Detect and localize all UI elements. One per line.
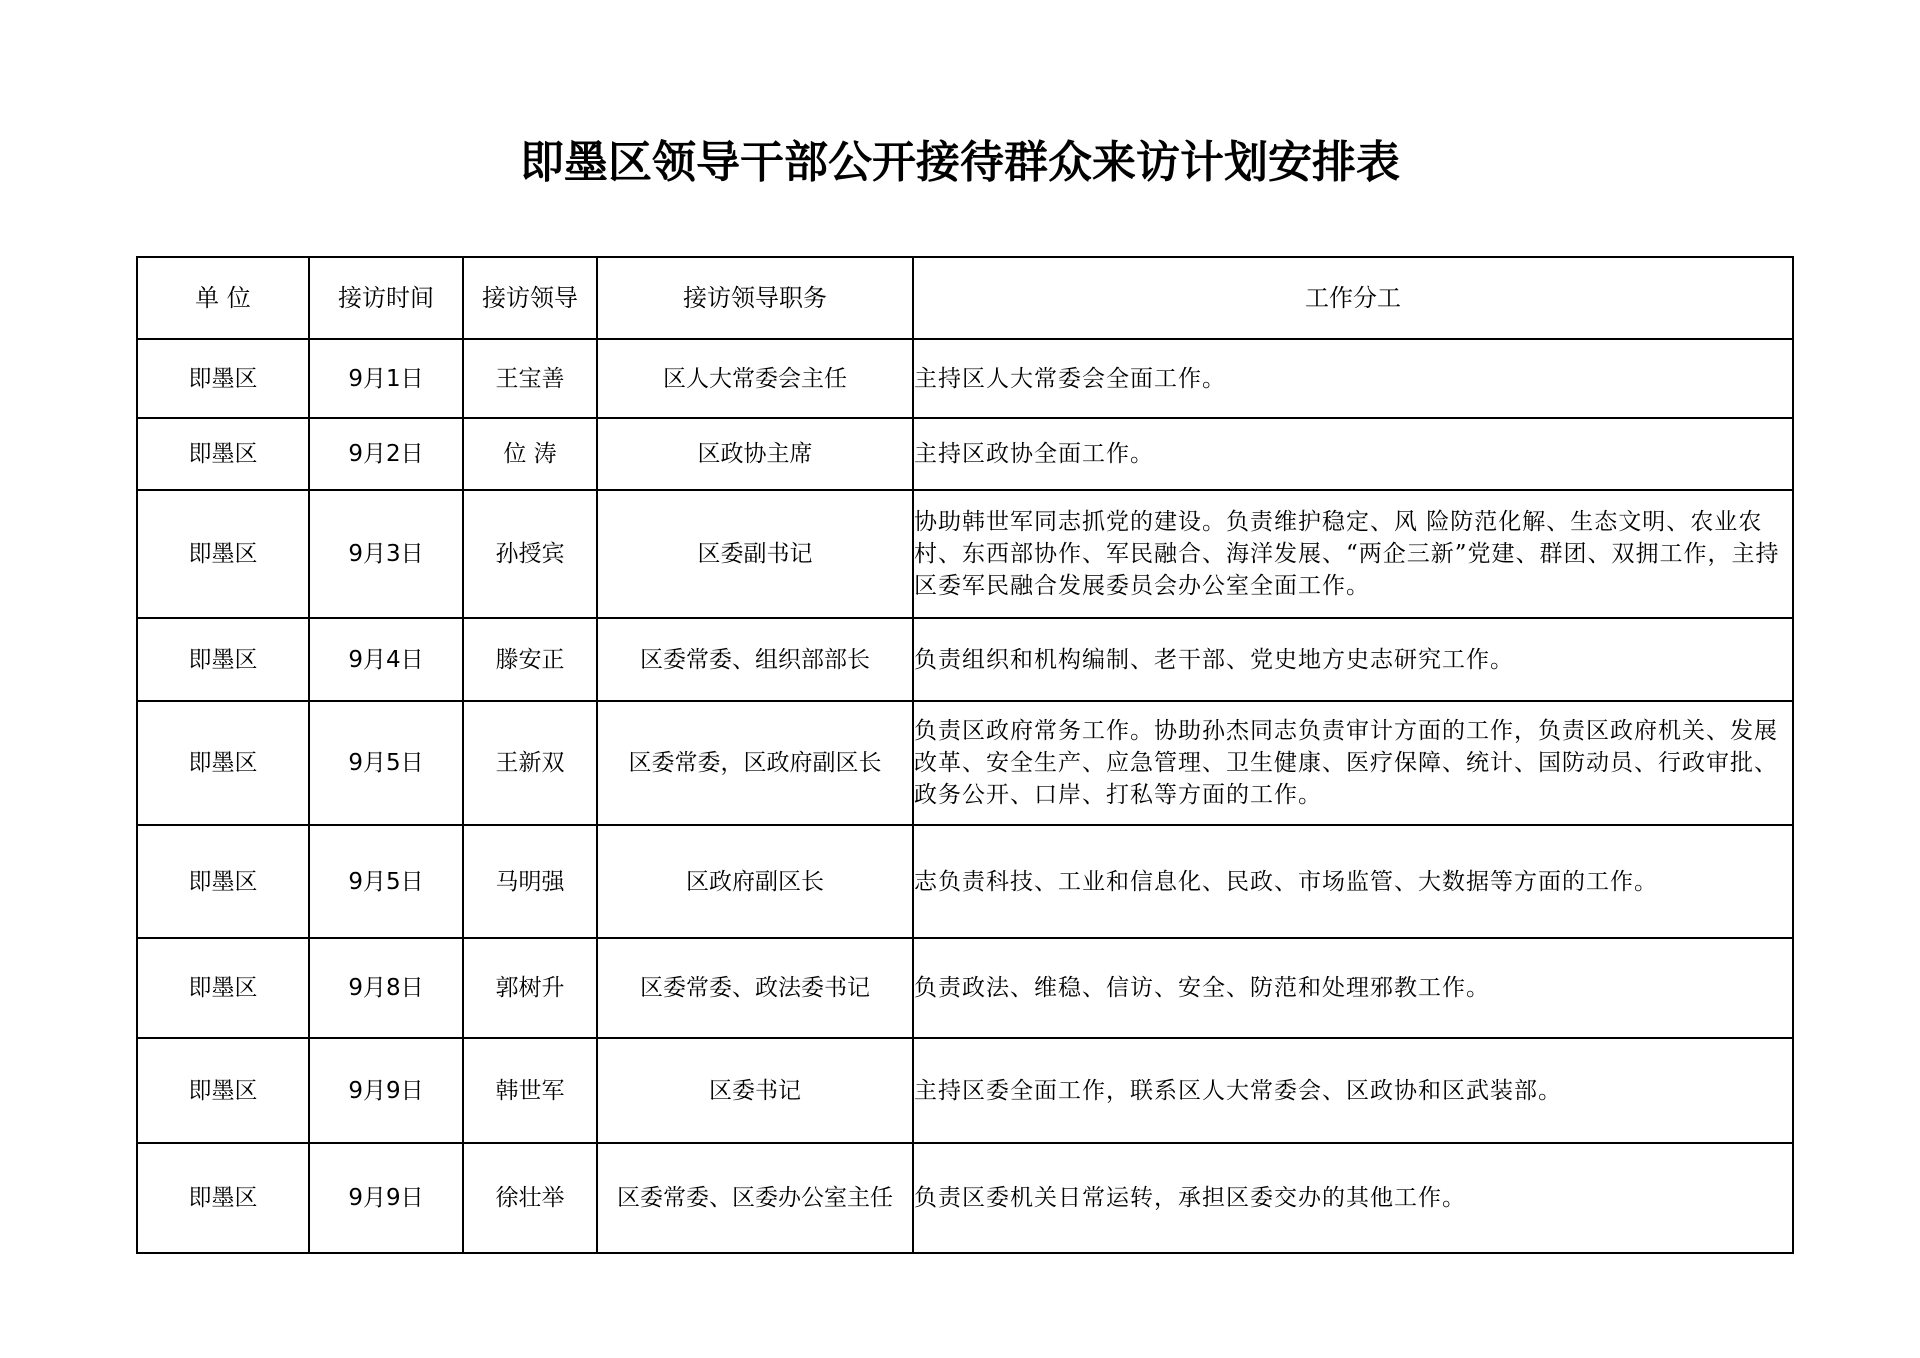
cell-date: 9月4日 [309, 618, 463, 701]
table-row [137, 825, 1793, 938]
header-position: 接访领导职务 [597, 257, 913, 339]
header-date: 接访时间 [309, 257, 463, 339]
cell-leader: 郭树升 [463, 938, 597, 1038]
table-row [137, 418, 1793, 490]
table-header-row [137, 257, 1793, 339]
cell-unit: 即墨区 [137, 618, 309, 701]
cell-leader: 徐壮举 [463, 1143, 597, 1253]
table-row [137, 1038, 1793, 1143]
cell-position: 区政府副区长 [597, 825, 913, 938]
cell-position: 区委常委、区委办公室主任 [597, 1143, 913, 1253]
cell-position: 区委常委、政法委书记 [597, 938, 913, 1038]
table-row [137, 701, 1793, 825]
cell-duty: 主持区政协全面工作。 [913, 418, 1793, 490]
header-leader: 接访领导 [463, 257, 597, 339]
cell-duty: 负责区委机关日常运转，承担区委交办的其他工作。 [913, 1143, 1793, 1253]
cell-date: 9月9日 [309, 1143, 463, 1253]
cell-date: 9月3日 [309, 490, 463, 618]
cell-leader: 马明强 [463, 825, 597, 938]
table-row [137, 1143, 1793, 1253]
cell-unit: 即墨区 [137, 490, 309, 618]
cell-position: 区委常委，区政府副区长 [597, 701, 913, 825]
cell-duty: 主持区人大常委会全面工作。 [913, 339, 1793, 418]
cell-duty: 负责区政府常务工作。协助孙杰同志负责审计方面的工作，负责区政府机关、发展改革、安全生产、应急管理、卫生健康、医疗保障、统计、国防动员、行政审批、政务公开、口岸、打私等方面的工作。 [913, 701, 1793, 825]
cell-position: 区委常委、组织部部长 [597, 618, 913, 701]
cell-leader: 韩世军 [463, 1038, 597, 1143]
table-row [137, 339, 1793, 418]
leader-name: 位 涛 [503, 441, 557, 467]
cell-unit: 即墨区 [137, 418, 309, 490]
cell-date: 9月2日 [309, 418, 463, 490]
schedule-table [136, 256, 1794, 1254]
cell-leader [463, 418, 597, 490]
table-row [137, 938, 1793, 1038]
cell-position: 区委书记 [597, 1038, 913, 1143]
cell-date: 9月1日 [309, 339, 463, 418]
cell-leader: 王宝善 [463, 339, 597, 418]
cell-unit: 即墨区 [137, 1143, 309, 1253]
header-unit: 单 位 [137, 257, 309, 339]
cell-unit: 即墨区 [137, 701, 309, 825]
document-title: 即墨区领导干部公开接待群众来访计划安排表 [520, 137, 1400, 188]
cell-date: 9月5日 [309, 825, 463, 938]
cell-unit: 即墨区 [137, 339, 309, 418]
cell-leader: 王新双 [463, 701, 597, 825]
cell-date: 9月8日 [309, 938, 463, 1038]
cell-duty: 协助韩世军同志抓党的建设。负责维护稳定、风 险防范化解、生态文明、农业农村、东西部协作、军民融合、海洋发展、“两企三新”党建、群团、双拥工作，主持区委军民融合发展委员会办公室全面工作。 [913, 490, 1793, 618]
table-row [137, 618, 1793, 701]
header-duty: 工作分工 [913, 257, 1793, 339]
cell-position: 区政协主席 [597, 418, 913, 490]
cell-duty: 主持区委全面工作，联系区人大常委会、区政协和区武装部。 [913, 1038, 1793, 1143]
cell-date: 9月5日 [309, 701, 463, 825]
cell-duty: 志负责科技、工业和信息化、民政、市场监管、大数据等方面的工作。 [913, 825, 1793, 938]
cell-unit: 即墨区 [137, 938, 309, 1038]
cell-unit: 即墨区 [137, 825, 309, 938]
cell-date: 9月9日 [309, 1038, 463, 1143]
cell-duty: 负责政法、维稳、信访、安全、防范和处理邪教工作。 [913, 938, 1793, 1038]
cell-duty: 负责组织和机构编制、老干部、党史地方史志研究工作。 [913, 618, 1793, 701]
cell-position: 区人大常委会主任 [597, 339, 913, 418]
table-row [137, 490, 1793, 618]
cell-leader: 孙授宾 [463, 490, 597, 618]
cell-leader: 滕安正 [463, 618, 597, 701]
cell-unit: 即墨区 [137, 1038, 309, 1143]
cell-position: 区委副书记 [597, 490, 913, 618]
